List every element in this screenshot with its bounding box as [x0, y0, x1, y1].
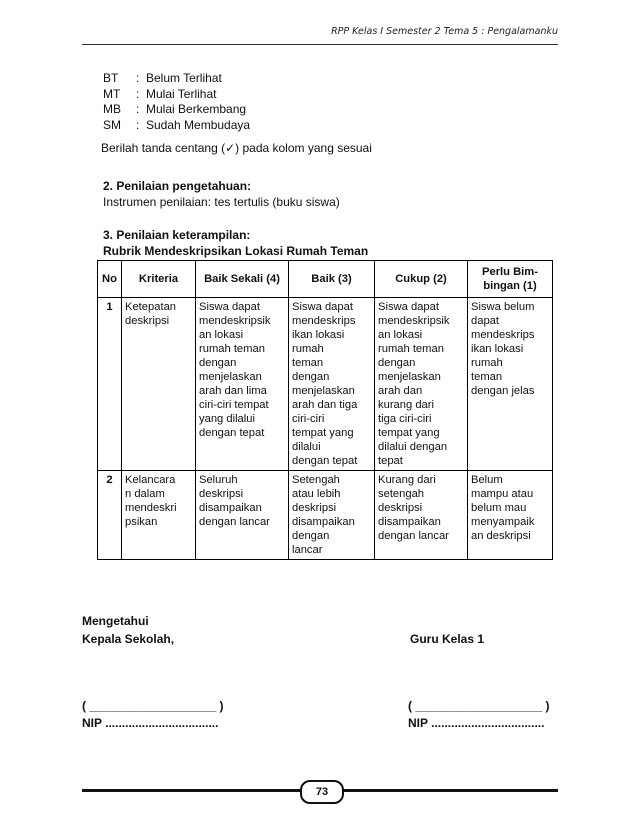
- section2-title: 2. Penilaian pengetahuan:: [103, 179, 252, 193]
- page-footer: [82, 780, 558, 804]
- page-header: [0, 24, 638, 64]
- column-header-perlu-bimbingan: Perlu Bim- bingan (1): [468, 261, 553, 298]
- legend-separator: :: [136, 71, 140, 85]
- mengetahui-label: Mengetahui: [82, 614, 149, 628]
- table-cell: Kurang dari setengah deskripsi disampaikan dengan lancar: [375, 471, 468, 560]
- section3-title: 3. Penilaian keterampilan:: [103, 228, 251, 242]
- legend-separator: :: [136, 117, 140, 132]
- legend-separator: :: [136, 86, 140, 101]
- legend-item: [103, 118, 250, 134]
- legend-list: [103, 71, 250, 133]
- legend-code: MT: [103, 86, 121, 101]
- rubric-title: Rubrik Mendeskripsikan Lokasi Rumah Teman: [103, 244, 369, 258]
- section2-text: Instrumen penilaian: tes tertulis (buku siswa): [103, 195, 340, 209]
- table-cell: Kelancara n dalam mendeskri psikan: [122, 471, 196, 560]
- legend-description: Belum Terlihat: [146, 71, 222, 85]
- table-row: [98, 471, 553, 560]
- legend-description: Mulai Terlihat: [146, 86, 217, 101]
- legend-code: BT: [103, 71, 119, 85]
- column-header-kriteria: Kriteria: [122, 261, 196, 298]
- table-cell: Ketepatan deskripsi: [122, 298, 196, 471]
- table-cell: Siswa dapat mendeskripsik an lokasi rumah teman dengan menjelaskan arah dan kurang dari tiga ciri-ciri tempat yang dilalui dengan tepat: [375, 298, 468, 471]
- legend-description: Sudah Membudaya: [146, 117, 251, 132]
- table-cell: Setengah atau lebih deskripsi disampaikan dengan lancar: [289, 471, 375, 560]
- table-row: [98, 298, 553, 471]
- table-cell: Siswa dapat mendeskrips ikan lokasi rumah teman dengan menjelaskan arah dan tiga ciri-ciri tempat yang dilalui dengan tepat: [289, 298, 375, 471]
- column-header-baik: Baik (3): [289, 261, 375, 298]
- table-cell: Belum mampu atau belum mau menyampaik an deskripsi: [468, 471, 553, 560]
- legend-code: MB: [103, 102, 121, 116]
- header-title: RPP Kelas I Semester 2 Tema 5 : Pengalamanku: [331, 26, 558, 37]
- principal-nip: NIP ..................................: [82, 716, 219, 730]
- header-divider: [82, 44, 558, 45]
- column-header-baik-sekali: Baik Sekali (4): [196, 261, 289, 298]
- column-header-no: No: [98, 261, 122, 298]
- row-number: 2: [98, 471, 122, 560]
- table-cell: Siswa belum dapat mendeskrips ikan lokasi rumah teman dengan jelas: [468, 298, 553, 471]
- row-number: 1: [98, 298, 122, 471]
- page-number: 73: [300, 780, 344, 804]
- legend-description: Mulai Berkembang: [146, 102, 247, 116]
- table-header-row: [98, 261, 553, 298]
- legend-item: [103, 102, 250, 118]
- legend-code: SM: [103, 117, 121, 132]
- table-cell: Seluruh deskripsi disampaikan dengan lancar: [196, 471, 289, 560]
- teacher-title: Guru Kelas 1: [410, 632, 485, 646]
- principal-name-line: ( ___________________ ): [82, 699, 224, 713]
- table-cell: Siswa dapat mendeskripsik an lokasi rumah teman dengan menjelaskan arah dan lima ciri-ciri tempat yang dilalui dengan tepat: [196, 298, 289, 471]
- rubric-table: [97, 260, 553, 560]
- legend-separator: :: [136, 102, 140, 116]
- legend-item: [103, 87, 250, 103]
- teacher-name-line: ( ___________________ ): [408, 699, 550, 713]
- teacher-nip: NIP ..................................: [408, 716, 545, 730]
- legend-item: [103, 71, 250, 87]
- column-header-cukup: Cukup (2): [375, 261, 468, 298]
- instruction-text: Berilah tanda centang (✓) pada kolom yang sesuai: [101, 141, 372, 155]
- principal-title: Kepala Sekolah,: [82, 632, 175, 646]
